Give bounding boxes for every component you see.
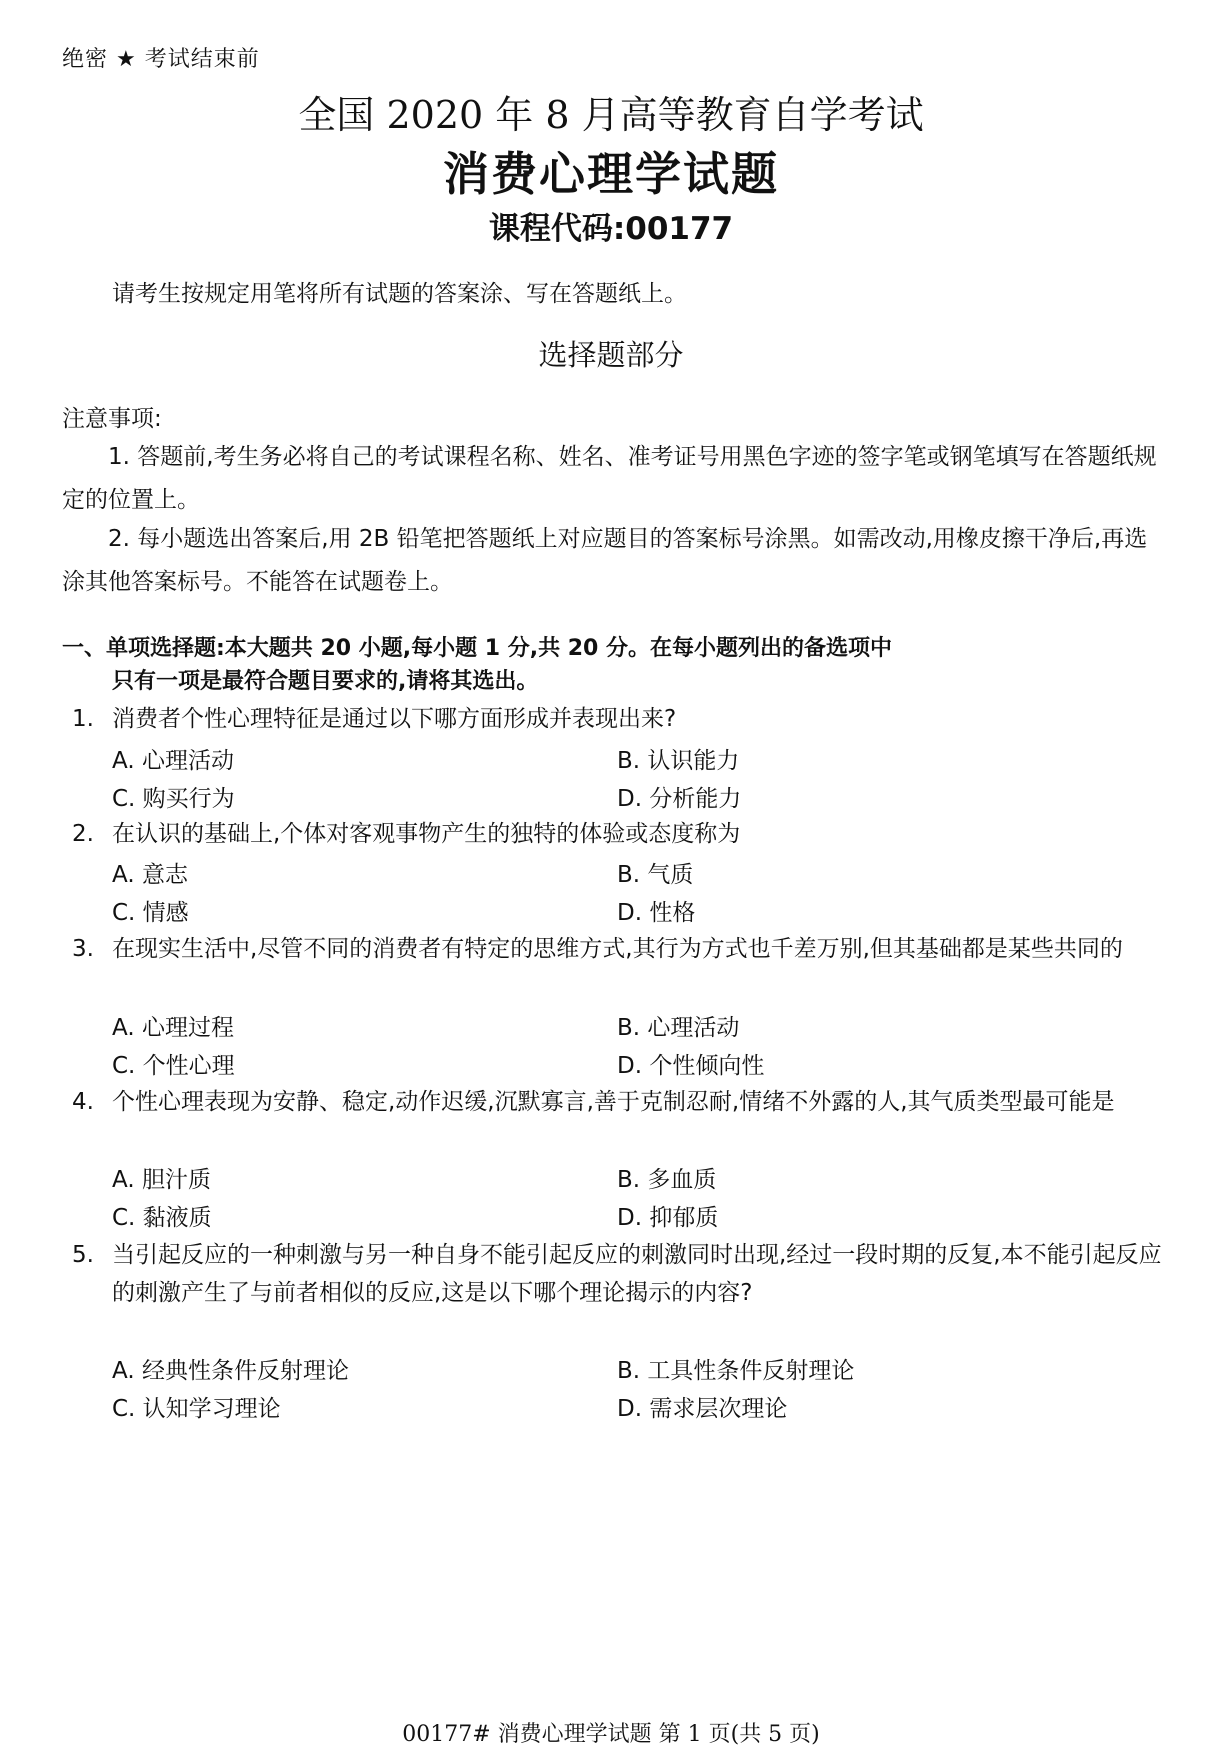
question-number: 1. xyxy=(72,706,94,732)
course-code: 课程代码:00177 xyxy=(488,211,734,247)
option-d: D. 个性倾向性 xyxy=(617,1053,765,1079)
notice-item-2: 2. 每小题选出答案后,用 2B 铅笔把答题纸上对应题目的答案标号涂黑。如需改动,用橡皮擦干净后,再选涂其他答案标号。不能答在试题卷上。 xyxy=(62,526,1148,595)
section-heading-line-2: 只有一项是最符合题目要求的,请将其选出。 xyxy=(112,669,539,694)
option-a: A. 心理活动 xyxy=(112,748,234,774)
option-c: C. 情感 xyxy=(112,900,189,926)
question-4 xyxy=(72,1083,1162,1121)
question-3 xyxy=(72,930,1162,968)
section-heading xyxy=(62,632,1162,698)
question-5 xyxy=(72,1236,1162,1312)
question-1 xyxy=(72,700,1162,738)
section-heading-line-1: 一、单项选择题:本大题共 20 小题,每小题 1 分,共 20 分。在每小题列出的备选项中 xyxy=(62,636,893,661)
subject-title: 消费心理学试题 xyxy=(443,147,779,201)
option-b: B. 认识能力 xyxy=(617,748,740,774)
option-a: A. 胆汁质 xyxy=(112,1167,211,1193)
question-text: 个性心理表现为安静、稳定,动作迟缓,沉默寡言,善于克制忍耐,情绪不外露的人,其气质类型最可能是 xyxy=(112,1089,1115,1115)
notice-heading: 注意事项: xyxy=(62,406,162,432)
option-d: D. 分析能力 xyxy=(617,786,742,812)
question-text: 在认识的基础上,个体对客观事物产生的独特的体验或态度称为 xyxy=(112,821,741,847)
question-text: 在现实生活中,尽管不同的消费者有特定的思维方式,其行为方式也千差万别,但其基础都是某些共同的 xyxy=(112,936,1123,962)
option-b: B. 工具性条件反射理论 xyxy=(617,1358,855,1384)
option-d: D. 需求层次理论 xyxy=(617,1396,788,1422)
question-number: 4. xyxy=(72,1089,94,1115)
option-d: D. 性格 xyxy=(617,900,696,926)
option-d: D. 抑郁质 xyxy=(617,1205,719,1231)
option-c: C. 个性心理 xyxy=(112,1053,235,1079)
general-instruction: 请考生按规定用笔将所有试题的答案涂、写在答题纸上。 xyxy=(112,281,687,307)
question-2 xyxy=(72,815,1162,853)
option-a: A. 心理过程 xyxy=(112,1015,234,1041)
option-b: B. 气质 xyxy=(617,862,694,888)
question-number: 3. xyxy=(72,936,94,962)
confidentiality-label: 绝密 ★ 考试结束前 xyxy=(62,47,260,72)
option-c: C. 认知学习理论 xyxy=(112,1396,281,1422)
question-text: 当引起反应的一种刺激与另一种自身不能引起反应的刺激同时出现,经过一段时期的反复,本不能引起反应的刺激产生了与前者相似的反应,这是以下哪个理论揭示的内容? xyxy=(112,1242,1162,1306)
option-c: C. 购买行为 xyxy=(112,786,235,812)
part-title: 选择题部分 xyxy=(538,338,684,372)
option-a: A. 经典性条件反射理论 xyxy=(112,1358,349,1384)
notice-item-1: 1. 答题前,考生务必将自己的考试课程名称、姓名、准考证号用黑色字迹的签字笔或钢笔填写在答题纸规定的位置上。 xyxy=(62,444,1157,513)
question-number: 2. xyxy=(72,821,94,847)
page-footer: 00177# 消费心理学试题 第 1 页(共 5 页) xyxy=(402,1722,820,1747)
question-number: 5. xyxy=(72,1242,94,1268)
option-b: B. 心理活动 xyxy=(617,1015,740,1041)
option-a: A. 意志 xyxy=(112,862,188,888)
question-text: 消费者个性心理特征是通过以下哪方面形成并表现出来? xyxy=(112,706,677,732)
option-b: B. 多血质 xyxy=(617,1167,717,1193)
option-c: C. 黏液质 xyxy=(112,1205,212,1231)
exam-title: 全国 2020 年 8 月高等教育自学考试 xyxy=(298,93,924,137)
